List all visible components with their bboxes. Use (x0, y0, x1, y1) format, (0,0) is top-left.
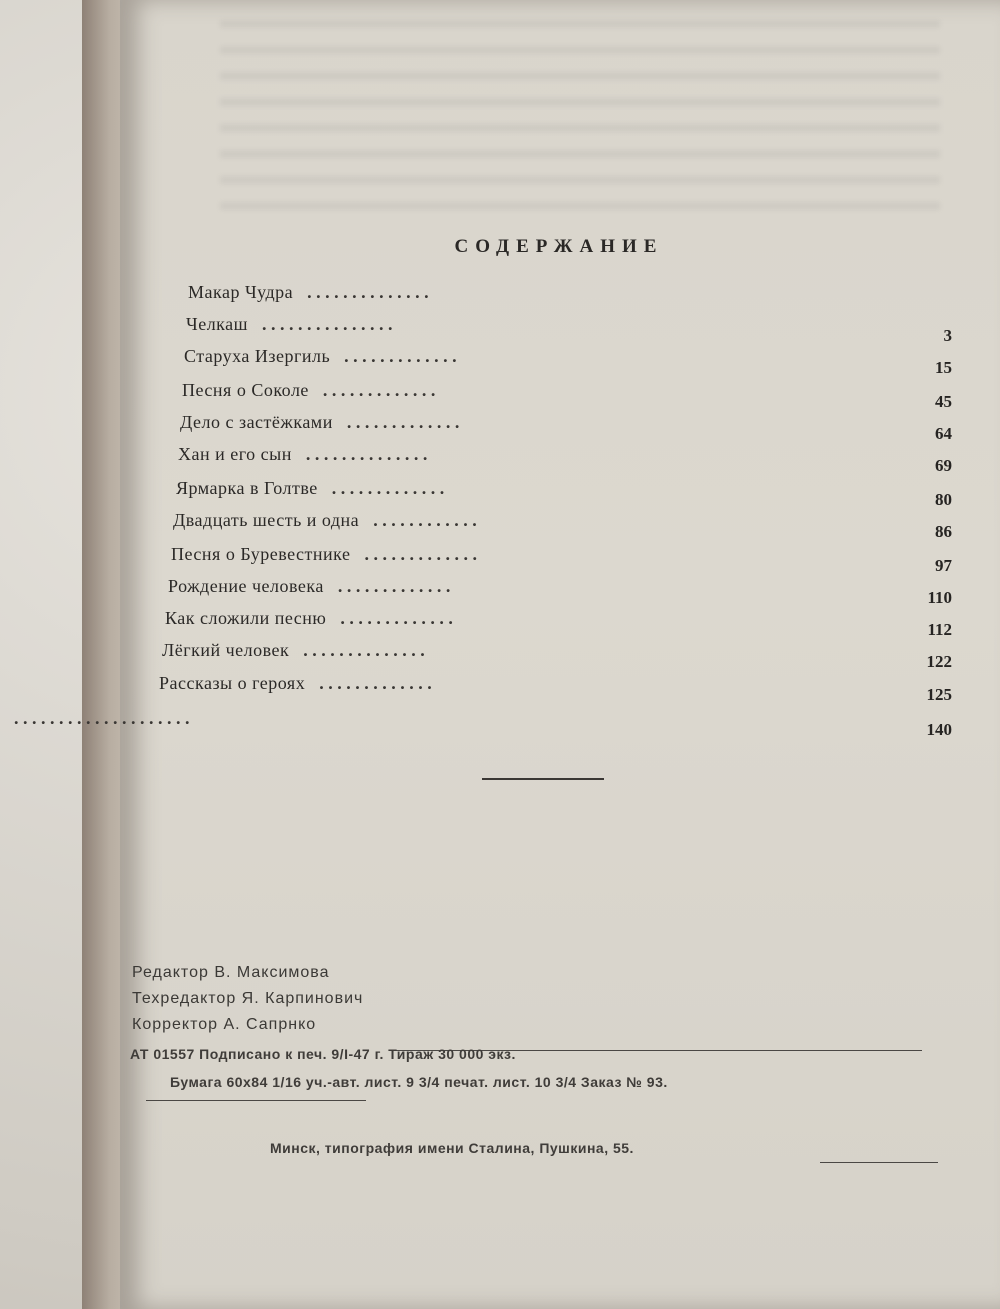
section-divider (482, 778, 604, 780)
toc-row (0, 444, 1000, 474)
toc-entry-page: 86 (935, 522, 952, 541)
toc-leader-dots: . . . . . . . . . . . . . (340, 608, 453, 628)
toc-row (0, 412, 1000, 442)
toc-row (0, 708, 1000, 738)
toc-entry-label: Дело с застёжками (180, 412, 333, 432)
toc-leader-dots: . . . . . . . . . . . . . . (305, 444, 428, 464)
imprint-rule (146, 1100, 366, 1101)
toc-entry-label: Рождение человека (168, 576, 324, 596)
toc-leader-dots: . . . . . . . . . . . . . . (303, 640, 425, 660)
toc-entry-page: 122 (926, 652, 952, 671)
toc-entry-page: 112 (927, 620, 952, 639)
toc-leader-dots: . . . . . . . . . . . . . . . . . . . . (14, 708, 190, 728)
toc-entry-label: Как сложили песню (165, 608, 327, 628)
toc-entry-label: Хан и его сын (178, 444, 292, 464)
toc-entry-page: 64 (935, 424, 952, 443)
toc-leader-dots: . . . . . . . . . . . . . (344, 346, 457, 366)
toc-entry-label: Рассказы о героях (159, 673, 306, 693)
toc-entry-page: 125 (926, 685, 952, 704)
toc-leader-dots: . . . . . . . . . . . . . (346, 412, 460, 432)
toc-leader-dots: . . . . . . . . . . . . . (364, 544, 477, 564)
imprint-signed: АТ 01557 Подписано к печ. 9/I-47 г. Тираж 30 000 экз. (130, 1046, 516, 1062)
toc-entry-page: 80 (935, 490, 952, 509)
imprint-tech-editor: Техредактор Я. Карпинович (132, 990, 364, 1007)
toc-entry-label: Песня о Соколе (182, 380, 309, 400)
toc-entry-page: 3 (943, 326, 952, 345)
toc-row (0, 510, 1000, 540)
toc-entry-page: 140 (926, 720, 952, 739)
toc-entry-page: 97 (935, 556, 952, 575)
imprint-paper: Бумага 60x84 1/16 уч.-авт. лист. 9 3/4 печат. лист. 10 3/4 Заказ № 93. (170, 1074, 668, 1090)
toc-title: СОДЕРЖАНИЕ (454, 236, 664, 257)
toc-entry-page: 15 (935, 358, 952, 377)
toc-entry-label: Лёгкий человек (162, 640, 290, 660)
toc-leader-dots: . . . . . . . . . . . . . (337, 576, 451, 596)
toc-leader-dots: . . . . . . . . . . . . . (322, 380, 436, 400)
toc-row (0, 673, 1000, 703)
toc-row (0, 380, 1000, 410)
toc-entry-label: Ярмарка в Голтве (176, 478, 318, 498)
toc-row (0, 576, 1000, 606)
toc-entry-label: Старуха Изергиль (184, 346, 331, 366)
toc-entry-page: 45 (935, 392, 952, 411)
toc-entry-label: Двадцать шесть и одна (173, 510, 360, 530)
toc-row (0, 314, 1000, 344)
toc-row (0, 346, 1000, 376)
toc-entry-page: 69 (935, 456, 952, 475)
toc-row (0, 640, 1000, 670)
toc-row (0, 544, 1000, 574)
imprint-corrector: Корректор А. Сапрнко (132, 1016, 317, 1033)
toc-leader-dots: . . . . . . . . . . . . . . (307, 282, 429, 302)
toc-row (0, 608, 1000, 638)
toc-entry-label: Челкаш (186, 314, 248, 334)
toc-leader-dots: . . . . . . . . . . . . . (319, 673, 432, 693)
toc-row (0, 282, 1000, 312)
imprint-editor: Редактор В. Максимова (132, 964, 330, 981)
toc-entry-page: 110 (927, 588, 952, 607)
imprint-printer: Минск, типография имени Сталина, Пушкина, 55. (270, 1140, 634, 1156)
toc-entry-label: Песня о Буревестнике (171, 544, 351, 564)
toc-entry-label: Макар Чудра (188, 282, 294, 302)
toc-leader-dots: . . . . . . . . . . . . (373, 510, 477, 530)
toc-leader-dots: . . . . . . . . . . . . . . . (262, 314, 393, 334)
toc-row (0, 478, 1000, 508)
toc-leader-dots: . . . . . . . . . . . . . (331, 478, 445, 498)
imprint-rule (820, 1162, 938, 1163)
